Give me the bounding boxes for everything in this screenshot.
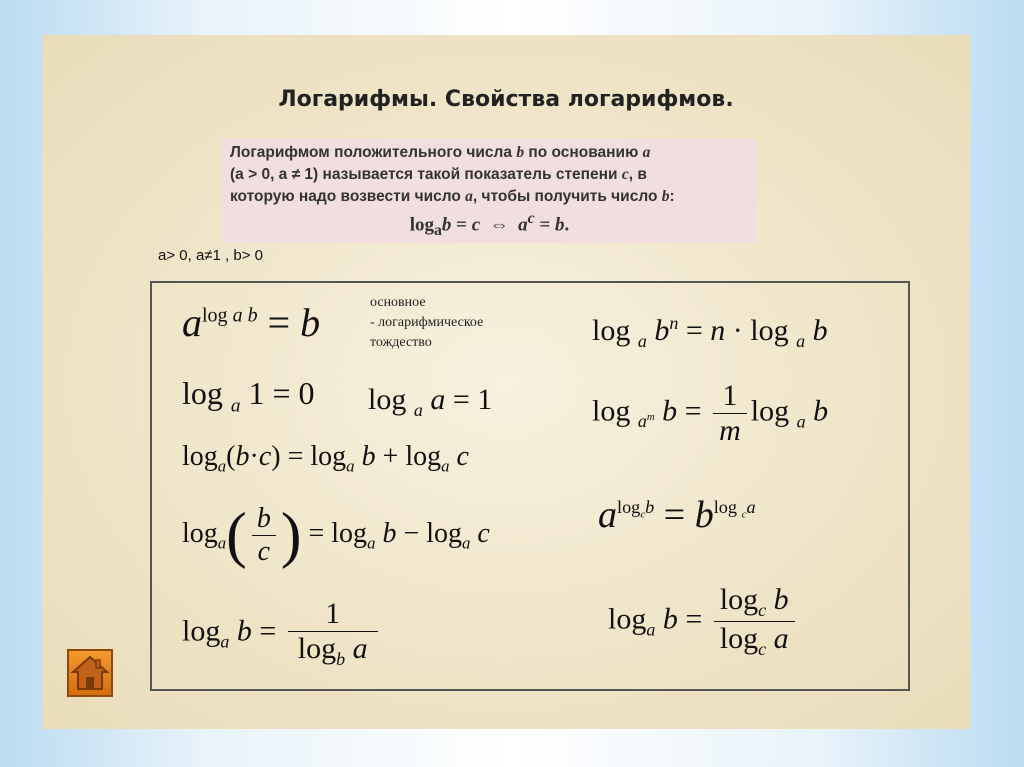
formula-log-quotient: $\log_a$( $\frac{b}{c}$ ) = $\log_a b - \log_a c$: [182, 501, 490, 570]
page-title: Логарифмы. Свойства логарифмов.: [278, 87, 734, 112]
formula-log-one: log $_a$ 1 = 0: [182, 375, 315, 417]
home-icon: [69, 651, 111, 695]
home-button[interactable]: [67, 649, 113, 697]
formula-log-product: $\log_a(b\cdot c) = \log_a b + \log_a c$: [182, 441, 469, 476]
identity-note: основное - логарифмическое тождество: [370, 295, 484, 350]
formula-log-reciprocal: $\log_a b$ = $\frac{1}{\log_b a}$: [182, 597, 382, 670]
definition-term: Логарифмом: [230, 144, 330, 161]
formula-log-base-power: log $_{a^m}$ b = $\frac{1}{m}$ log $_a$ b: [592, 379, 829, 447]
definition-formula: $\log_ab = c$ ⇔ $a^c = b$.: [409, 210, 570, 240]
formula-change-of-base: $\log_a b$ = $\frac{\log_c b}{\log_c a}$: [608, 583, 799, 660]
formula-log-base: log $_a$ a = 1: [368, 383, 493, 420]
formulas-box: [150, 281, 910, 691]
formula-basic-identity: $a^{log a b} = b$: [182, 300, 321, 345]
conditions: a> 0, a≠1 , b> 0: [158, 247, 263, 264]
definition-box: Логарифмом положительного числа b по основанию a (a > 0, a ≠ 1) называется такой показатель степени c, в которую надо возвести число a, чтобы получить число b: $\log_ab = c$ ⇔ $a^c = b$.: [222, 139, 757, 243]
formula-exponent-swap: $a^{log_cb} = b^{log _ca}$: [598, 494, 756, 536]
formula-log-power: log $_a$ $b^n = n \cdot \log _a$ b: [592, 313, 828, 351]
slide: [42, 35, 970, 729]
